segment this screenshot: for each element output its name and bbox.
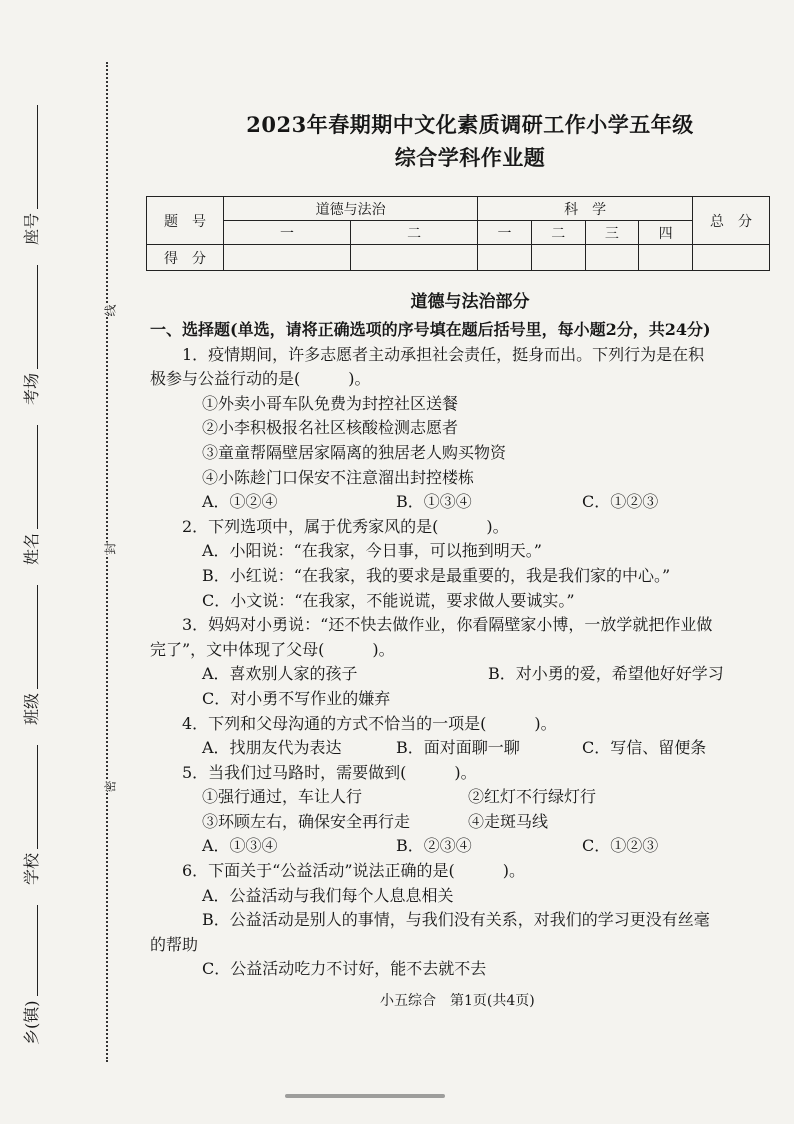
science-col: 二 (531, 221, 585, 245)
q5-option-b[interactable]: B．②③④ (396, 836, 472, 856)
score-cell[interactable] (639, 245, 693, 271)
exam-subtitle: 综合学科作业题 (394, 145, 546, 170)
score-cell[interactable] (693, 245, 770, 271)
q1-item: ②小李积极报名社区核酸检测志愿者 (202, 418, 459, 438)
score-cell[interactable] (224, 245, 351, 271)
q5-items-row1 (150, 785, 780, 810)
score-cell[interactable] (351, 245, 478, 271)
field-seat-number[interactable] (18, 105, 42, 245)
total-header: 总 分 (693, 197, 770, 245)
science-group-header: 科 学 (478, 197, 693, 221)
moral-group-header: 道德与法治 (224, 197, 478, 221)
binding-dotted-line (106, 62, 108, 1062)
q5-item: ①强行通过，车让人行 (202, 787, 363, 807)
question-body (150, 318, 780, 982)
field-underline[interactable] (23, 425, 38, 529)
q4-option-c[interactable]: C．写信、留便条 (582, 738, 707, 758)
q2-stem: 2．下列选项中，属于优秀家风的是( )。 (182, 516, 509, 536)
field-label: 座号 (21, 212, 41, 245)
field-underline[interactable] (23, 105, 38, 209)
field-underline[interactable] (23, 745, 38, 849)
score-cell[interactable] (478, 245, 532, 271)
moral-col: 二 (351, 221, 478, 245)
field-label: 姓名 (21, 532, 41, 565)
field-class[interactable] (18, 585, 42, 725)
q3-options (150, 662, 780, 687)
q2-option-c[interactable]: C．小文说：“在我家，不能说谎，要求做人要诚实。” (202, 590, 575, 610)
q5-items-row2 (150, 810, 780, 835)
field-label: 考场 (21, 372, 41, 405)
q1-item: ④小陈趁门口保安不注意溜出封控楼栋 (202, 467, 475, 487)
q1-option-b[interactable]: B．①③④ (396, 492, 472, 512)
q3-stem-cont: 完了”，文中体现了父母( )。 (150, 639, 395, 659)
q6-option-b-cont: 的帮助 (150, 934, 199, 954)
section-title: 道德与法治部分 (410, 292, 530, 312)
q4-option-b[interactable]: B．面对面聊一聊 (396, 738, 520, 758)
science-col: 三 (585, 221, 639, 245)
field-township[interactable] (18, 905, 42, 1045)
q6-option-b[interactable]: B．公益活动是别人的事情，与我们没有关系，对我们的学习更没有丝毫 (202, 910, 710, 930)
q6-stem: 6．下面关于“公益活动”说法正确的是( )。 (182, 861, 526, 881)
q2-option-b[interactable]: B．小红说：“在我家，我的要求是最重要的，我是我们家的中心。” (202, 565, 671, 585)
q5-stem: 5．当我们过马路时，需要做到( )。 (182, 762, 477, 782)
field-exam-room[interactable] (18, 265, 42, 405)
science-col: 一 (478, 221, 532, 245)
scan-smudge (285, 1094, 445, 1098)
field-label: 学校 (21, 852, 41, 885)
q2-option-a[interactable]: A．小阳说：“在我家，今日事，可以拖到明天。” (202, 541, 542, 561)
q5-option-a[interactable]: A．①③④ (202, 836, 278, 856)
q5-item: ③环顾左右，确保安全再行走 (202, 811, 411, 831)
field-underline[interactable] (23, 905, 38, 997)
q5-option-c[interactable]: C．①②③ (582, 836, 659, 856)
score-row-label: 得 分 (147, 245, 224, 271)
exam-title: 2023年春期期中文化素质调研工作小学五年级 (246, 112, 694, 137)
q6-option-a[interactable]: A．公益活动与我们每个人息息相关 (202, 885, 454, 905)
q3-option-a[interactable]: A．喜欢别人家的孩子 (202, 664, 358, 684)
q1-stem: 1．疫情期间，许多志愿者主动承担社会责任，挺身而出。下列行为是在积 (182, 344, 705, 364)
score-cell[interactable] (585, 245, 639, 271)
q4-option-a[interactable]: A．找朋友代为表达 (202, 738, 342, 758)
q5-item: ②红灯不行绿灯行 (468, 787, 597, 807)
field-underline[interactable] (23, 585, 38, 689)
part-heading: 一、选择题(单选，请将正确选项的序号填在题后括号里，每小题2分，共24分) (150, 320, 711, 339)
footer-text: 小五综合 第1页(共4页) (380, 993, 535, 1009)
q1-option-c[interactable]: C．①②③ (582, 492, 659, 512)
score-cell[interactable] (531, 245, 585, 271)
field-school[interactable] (18, 745, 42, 885)
binding-word-feng: 封 (103, 542, 118, 555)
score-table (146, 196, 770, 271)
question-no-header: 题 号 (147, 197, 224, 245)
q5-item: ④走斑马线 (468, 811, 549, 831)
field-underline[interactable] (23, 265, 38, 369)
q5-options (150, 834, 780, 859)
q6-option-c[interactable]: C．公益活动吃力不讨好，能不去就不去 (202, 959, 487, 979)
field-label: 班级 (21, 692, 41, 725)
science-col: 四 (639, 221, 693, 245)
q3-option-b[interactable]: B．对小勇的爱，希望他好好学习 (488, 664, 724, 684)
q3-option-c[interactable]: C．对小勇不写作业的嫌弃 (202, 688, 391, 708)
q1-options (150, 490, 780, 515)
field-name[interactable] (18, 425, 42, 565)
q1-item: ①外卖小哥车队免费为封控社区送餐 (202, 393, 459, 413)
page-footer (380, 990, 535, 1010)
moral-col: 一 (224, 221, 351, 245)
q1-item: ③童童帮隔壁居家隔离的独居老人购买物资 (202, 442, 507, 462)
q3-stem: 3．妈妈对小勇说：“还不快去做作业，你看隔壁家小博，一放学就把作业做 (182, 615, 713, 635)
q1-stem-cont: 极参与公益行动的是( )。 (150, 369, 371, 389)
binding-word-mi: 密 (103, 780, 118, 793)
q4-options (150, 736, 780, 761)
q4-stem: 4．下列和父母沟通的方式不恰当的一项是( )。 (182, 713, 557, 733)
field-label: 乡(镇) (21, 1000, 41, 1045)
q1-option-a[interactable]: A．①②④ (202, 492, 278, 512)
binding-word-xian: 线 (103, 304, 118, 317)
